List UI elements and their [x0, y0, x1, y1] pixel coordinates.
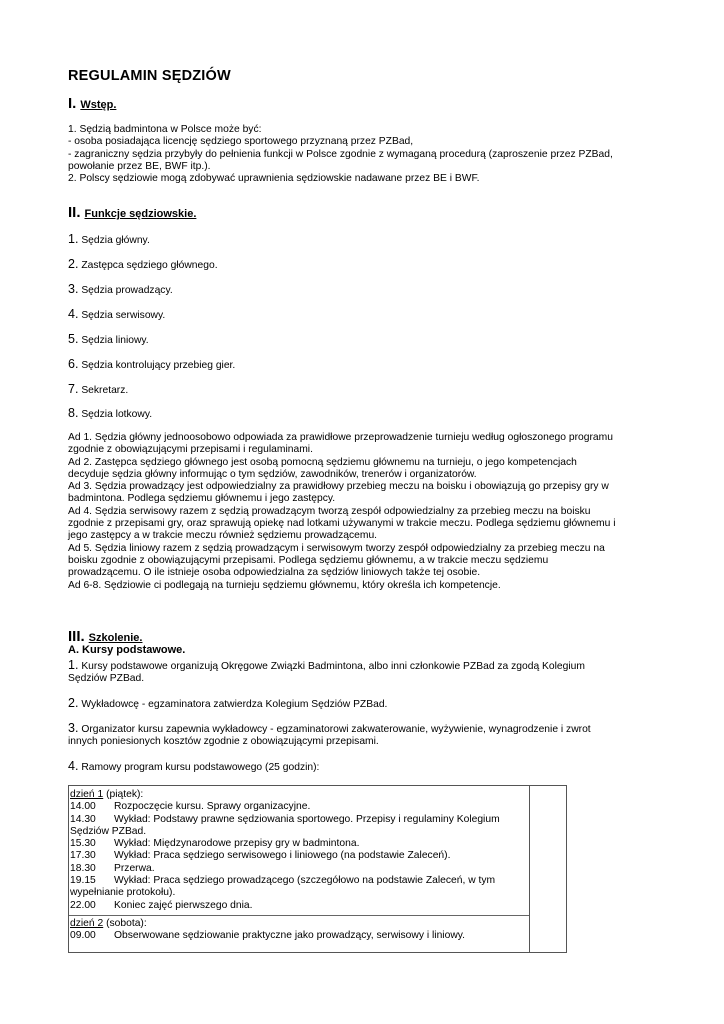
function-item: 6. Sędzia kontrolujący przebieg gier. [68, 357, 236, 371]
section-label: Wstęp. [80, 99, 117, 111]
text-line: boisku zgodnie z obowiązującymi przepisami. Podlega sędziemu głównemu, a w trakcie meczu sędziemu [68, 554, 549, 566]
function-item: 2. Zastępca sędziego głównego. [68, 257, 218, 271]
day-2-header: dzień 2 (sobota): [70, 917, 147, 929]
schedule-row: 09.00 Obserwowane sędziowanie praktyczne jako prowadzący, serwisowy i liniowy. [70, 930, 466, 942]
section-1-heading [68, 95, 116, 113]
row-divider [69, 915, 529, 916]
text-line: zgodnie z obowiązującymi przepisami i regulaminami. [68, 444, 313, 456]
text-line: zgodnie z przepisami gry, oraz sprawują opiekę nad lotkami używanymi w trakcie meczu. Podlega sędziemu głównemu i [68, 518, 616, 530]
text-line: Ad 6-8. Sędziowie ci podlegają na turnieju sędziemu głównemu, który określa ich kompetencje. [68, 579, 501, 591]
text-line: innych poniesionych kosztów zgodnie z obowiązującymi przepisami. [68, 736, 379, 748]
section-number: I. [68, 95, 77, 112]
text-line: - zagraniczny sędzia przybyły do pełnienia funkcji w Polsce zgodnie z wymaganą procedurą (zaproszenie przez PZBad, [68, 148, 613, 160]
schedule-row: 17.30 Wykład: Praca sędziego serwisowego i liniowego (na podstawie Zaleceń). [70, 850, 451, 862]
text-line: prowadzącemu. O ile istnieje osoba odpowiedzialna za sędziów liniowych także tej osobie. [68, 567, 481, 579]
section-number: III. [68, 628, 85, 645]
function-item: 5. Sędzia liniowy. [68, 332, 149, 346]
schedule-row: 22.00 Koniec zajęć pierwszego dnia. [70, 899, 253, 911]
schedule-row: wypełnianie protokołu). [70, 887, 176, 899]
schedule-row: 19.15 Wykład: Praca sędziego prowadzącego (szczegółowo na podstawie Zaleceń, w tym [70, 875, 496, 887]
text-line: jego zastępcy a w trakcie meczu również sędziemu prowadzącemu. [68, 530, 378, 542]
function-item: 8. Sędzia lotkowy. [68, 406, 153, 420]
schedule-row: 14.00 Rozpoczęcie kursu. Sprawy organizacyjne. [70, 801, 311, 813]
text-line: Ad 5. Sędzia liniowy razem z sędzią prowadzącym i serwisowym tworzy zespół odpowiedzialny za przebieg meczu na [68, 542, 605, 554]
schedule-row: 15.30 Wykład: Międzynarodowe przepisy gry w badmintona. [70, 838, 360, 850]
text-line: Ad 4. Sędzia serwisowy razem z sędzią prowadzącym tworzą zespół odpowiedzialny za przebieg meczu na boisku [68, 505, 591, 517]
text-line: powołanie przez BE, BWF itp.). [68, 160, 211, 172]
text-line: decyduje sędzia główny informując o tym sędziów, zawodników, trenerów i organizatorów. [68, 468, 477, 480]
table-empty-column [529, 786, 530, 952]
schedule-row: 14.30 Wykład: Podstawy prawne sędziowania sportowego. Przepisy i regulaminy Kolegium [70, 813, 500, 825]
schedule-cell [70, 789, 528, 943]
schedule-row: 18.30 Przerwa. [70, 862, 155, 874]
text-line: Sędziów PZBad. [68, 673, 145, 685]
function-item: 7. Sekretarz. [68, 382, 129, 396]
schedule-row: Sędziów PZBad. [70, 825, 147, 837]
day-1-header: dzień 1 (piątek): [70, 789, 144, 800]
section-label: Funkcje sędziowskie. [84, 208, 197, 220]
text-line: Ad 2. Zastępca sędziego głównego jest osobą pomocną sędziemu głównemu na turnieju, o jego kompetencjach [68, 456, 577, 468]
function-item: 3. Sędzia prowadzący. [68, 282, 173, 296]
text-line: - osoba posiadająca licencję sędziego sportowego przyznaną przez PZBad, [68, 136, 414, 148]
course-paragraph-2: 2. Wykładowcę - egzaminatora zatwierdza Kolegium Sędziów PZBad. [68, 696, 388, 710]
course-schedule-table [68, 785, 567, 953]
section-number: II. [68, 204, 81, 221]
course-paragraph-4: 4. Ramowy program kursu podstawowego (25 godzin): [68, 759, 320, 773]
function-item: 1. Sędzia główny. [68, 232, 150, 246]
function-item: 4. Sędzia serwisowy. [68, 307, 166, 321]
course-paragraph-1: 1. Kursy podstawowe organizują Okręgowe Związki Badmintona, albo inni członkowie PZBad za zgodą Kolegium Sędziów PZBad. [68, 659, 658, 686]
text-line: 2. Polscy sędziowie mogą zdobywać uprawnienia sędziowskie nadawane przez BE i BWF. [68, 173, 480, 185]
section-2-heading [68, 204, 196, 222]
section-label: Szkolenie. [88, 632, 143, 644]
text-line: 1. Sędzią badmintona w Polsce może być: [68, 124, 262, 135]
section-1-body [68, 124, 658, 185]
function-descriptions [68, 432, 658, 592]
document-title: REGULAMIN SĘDZIÓW [68, 68, 231, 84]
text-line: Ad 1. Sędzia główny jednoosobowo odpowiada za prawidłowe przeprowadzenie turnieju według ogłoszonego programu [68, 432, 613, 443]
course-paragraph-3: 3. Organizator kursu zapewnia wykładowcy - egzaminatorowi zakwaterowanie, wyżywienie, wynagrodzenie i zwrot innych poniesionych kosztów zgodnie z obowiązującymi przepisami. [68, 722, 658, 749]
text-line: badmintona. Podlega sędziemu głównemu i jego zastępcy. [68, 493, 336, 505]
text-line: Ad 3. Sędzia prowadzący jest odpowiedzialny za prawidłowy przebieg meczu na boisku i obowiązują go przepisy gry w [68, 481, 609, 493]
subsection-heading: A. Kursy podstawowe. [68, 644, 186, 656]
